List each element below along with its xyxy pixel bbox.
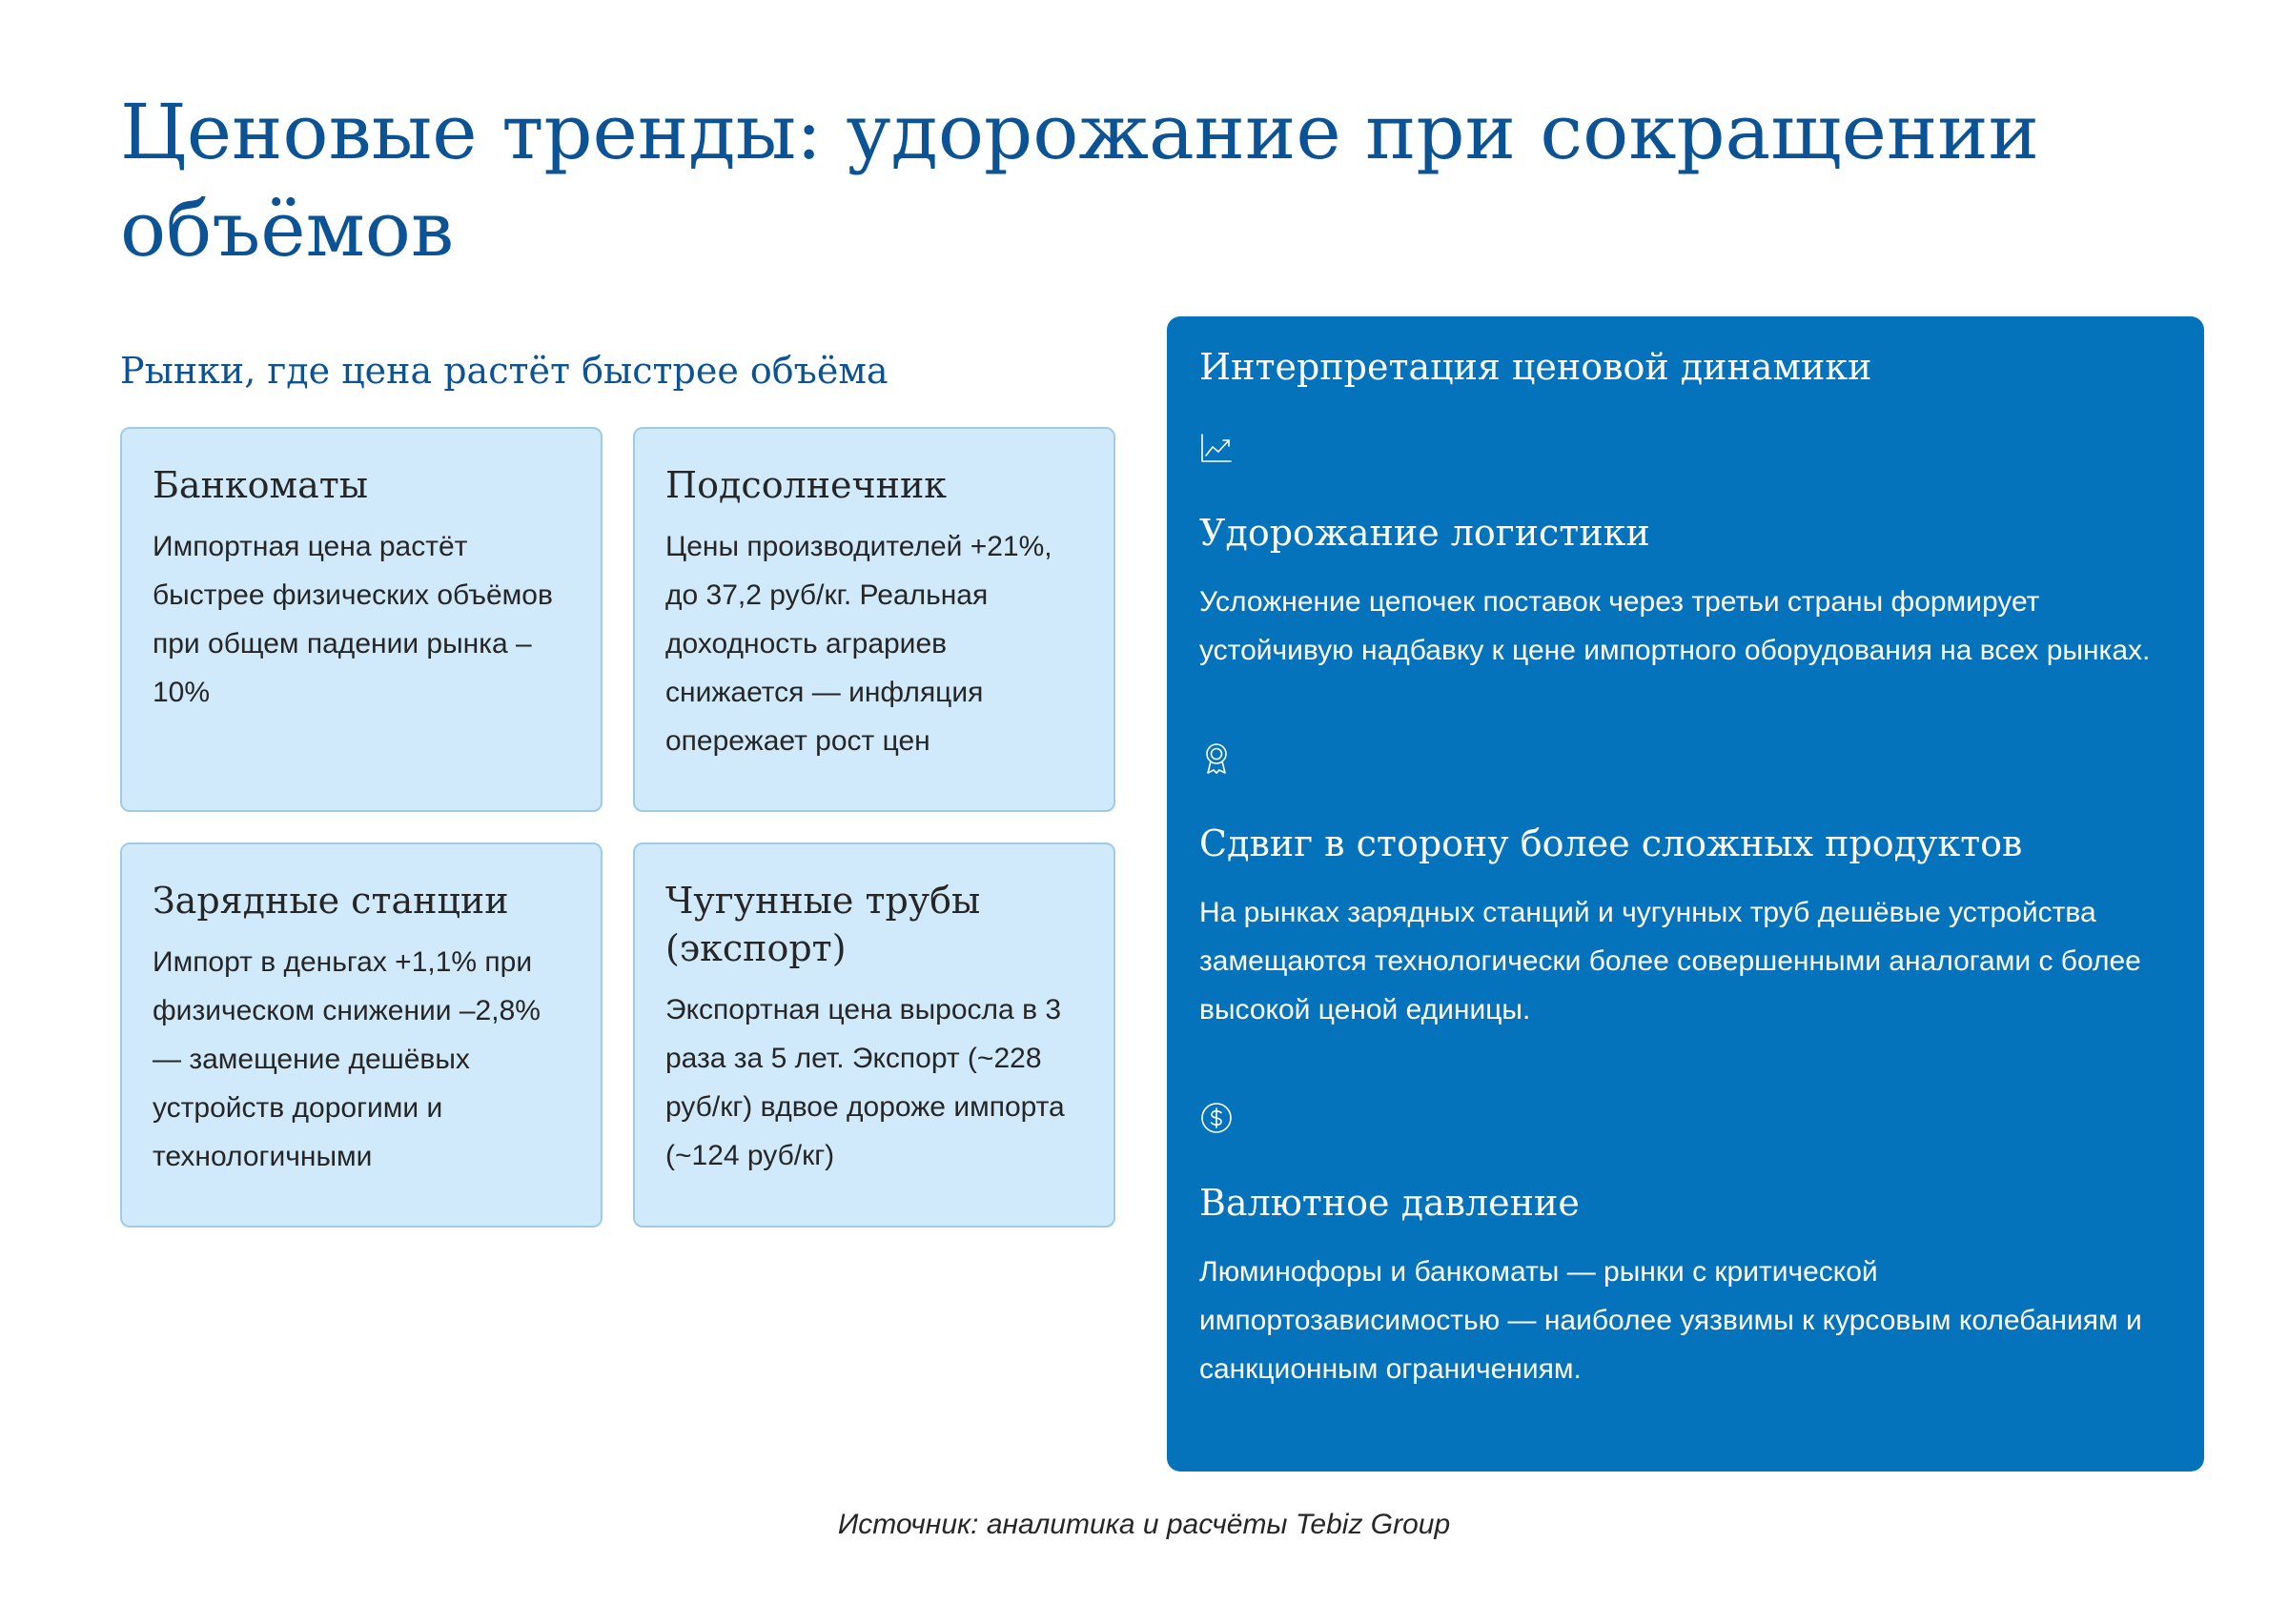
section-text: Люминофоры и банкоматы — рынки с критической импортозависимостью — наиболее уязвимы к курсовым колебаниям и санкционным ограничениям. (1199, 1256, 2142, 1385)
card-title: Подсолнечник (665, 464, 948, 506)
card-text: Импорт в деньгах +1,1% при физическом снижении –2,8% — замещение дешёвых устройств дорогими и технологичными (153, 946, 541, 1172)
card-title: Зарядные станции (153, 880, 509, 922)
dollar-circle-icon (1199, 1101, 1234, 1135)
card-title: Чугунные трубы (экспорт) (665, 880, 981, 969)
markets-heading: Рынки, где цена растёт быстрее объёма (120, 350, 889, 392)
section-title: Удорожание логистики (1199, 512, 1650, 554)
source-note: Источник: аналитика и расчёты Tebiz Group (837, 1509, 1451, 1540)
market-card-cast-iron-pipes (633, 842, 1115, 1228)
card-title: Банкоматы (153, 464, 369, 506)
section-text: Усложнение цепочек поставок через третьи страны формирует устойчивую надбавку к цене импортного оборудования на всех рынках. (1199, 586, 2151, 666)
section-text: На рынках зарядных станций и чугунных труб дешёвые устройства замещаются технологически более совершенными аналогами с более высокой ценой единицы. (1199, 897, 2141, 1025)
section-complex-products (1199, 741, 2172, 1034)
market-card-sunflower (633, 427, 1115, 812)
card-text: Экспортная цена выросла в 3 раза за 5 лет. Экспорт (~228 руб/кг) вдвое дороже импорта (~124 руб/кг) (665, 994, 1065, 1171)
section-title: Валютное давление (1199, 1182, 1580, 1224)
section-logistics (1199, 431, 2172, 675)
section-currency-pressure (1199, 1101, 2172, 1393)
card-text: Импортная цена растёт быстрее физических объёмов при общем падении рынка –10% (153, 531, 553, 708)
page-title: Ценовые тренды: удорожание при сокращении объёмов (120, 88, 2039, 274)
award-icon (1199, 741, 1234, 776)
market-card-atm (120, 427, 603, 812)
interpretation-panel (1167, 316, 2204, 1472)
market-card-charging-stations (120, 842, 603, 1228)
panel-title: Интерпретация ценовой динамики (1199, 346, 1872, 388)
section-title: Сдвиг в сторону более сложных продуктов (1199, 822, 2023, 864)
trending-up-icon (1199, 431, 1234, 465)
card-text: Цены производителей +21%, до 37,2 руб/кг. Реальная доходность аграриев снижается — инфляция опережает рост цен (665, 531, 1052, 757)
